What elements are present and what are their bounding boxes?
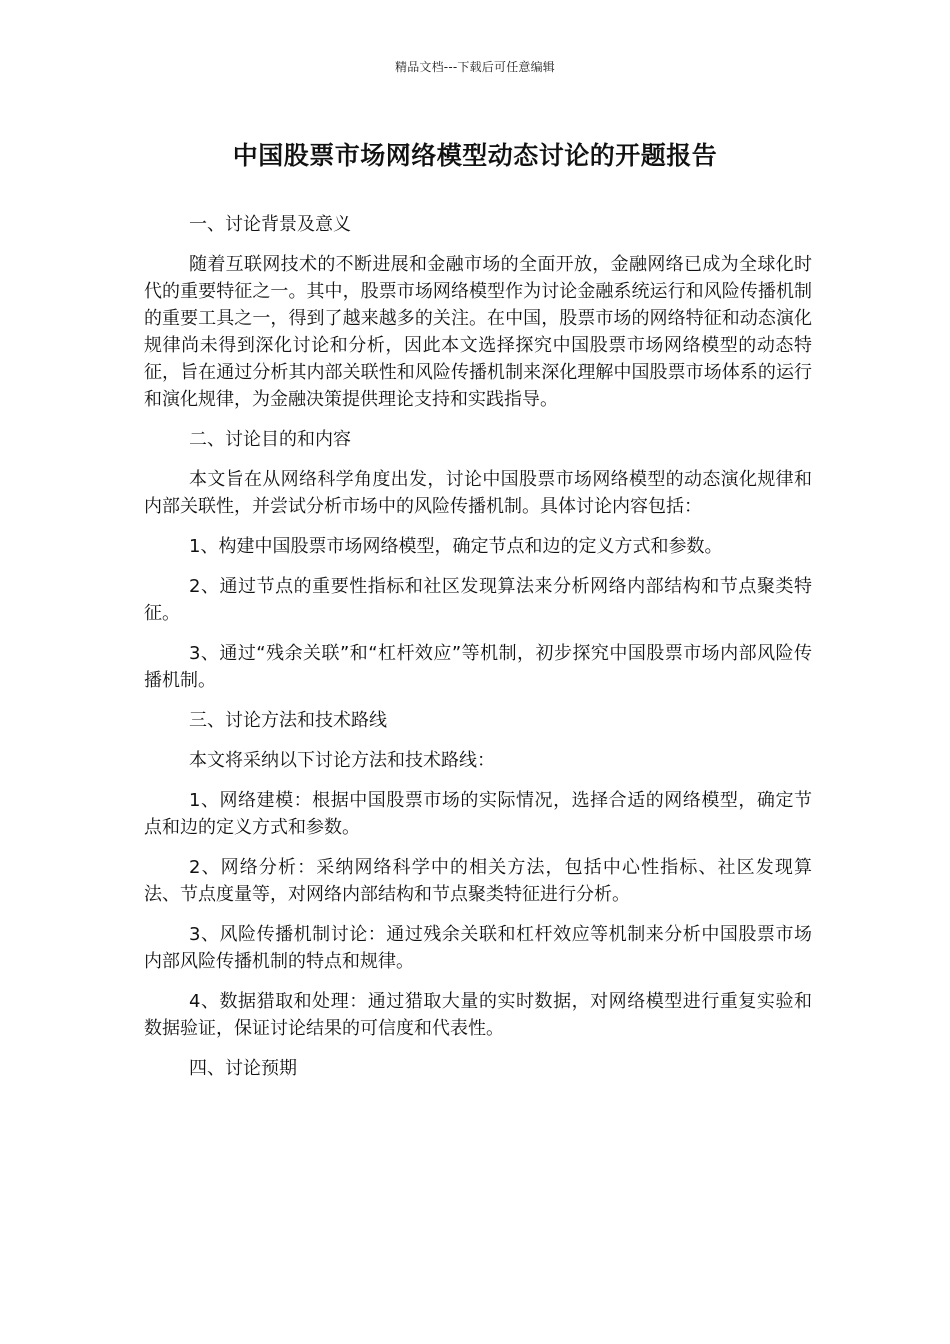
header-note: 精品文档---下载后可任意编辑 [395,60,555,74]
list-item-method-3: 3、风险传播机制讨论：通过残余关联和杠杆效应等机制来分析中国股票市场内部风险传播机制的特点和规律。 [144,924,812,972]
document-body [144,211,812,1095]
section-heading-background: 一、讨论背景及意义 [189,214,351,235]
list-item-method-4: 4、数据猎取和处理：通过猎取大量的实时数据，对网络模型进行重复实验和数据验证，保证讨论结果的可信度和代表性。 [144,991,812,1039]
paragraph-background: 随着互联网技术的不断进展和金融市场的全面开放，金融网络已成为全球化时代的重要特征之一。其中，股票市场网络模型作为讨论金融系统运行和风险传播机制的重要工具之一，得到了越来越多的关注。在中国，股票市场的网络特征和动态演化规律尚未得到深化讨论和分析，因此本文选择探究中国股票市场网络模型的动态特征，旨在通过分析其内部关联性和风险传播机制来深化理解中国股票市场体系的运行和演化规律，为金融决策提供理论支持和实践指导。 [144,254,812,410]
paragraph-purpose-intro: 本文旨在从网络科学角度出发，讨论中国股票市场网络模型的动态演化规律和内部关联性，并尝试分析市场中的风险传播机制。具体讨论内容包括： [144,469,812,517]
paragraph-methods-intro: 本文将采纳以下讨论方法和技术路线： [189,750,495,771]
list-item-purpose-1: 1、构建中国股票市场网络模型，确定节点和边的定义方式和参数。 [189,536,723,557]
section-heading-expectations: 四、讨论预期 [189,1058,297,1079]
list-item-purpose-2: 2、通过节点的重要性指标和社区发现算法来分析网络内部结构和节点聚类特征。 [144,576,812,624]
section-heading-purpose: 二、讨论目的和内容 [189,429,351,450]
list-item-method-2: 2、网络分析：采纳网络科学中的相关方法，包括中心性指标、社区发现算法、节点度量等，对网络内部结构和节点聚类特征进行分析。 [144,857,812,905]
list-item-method-1: 1、网络建模：根据中国股票市场的实际情况，选择合适的网络模型，确定节点和边的定义方式和参数。 [144,790,812,838]
section-heading-methods: 三、讨论方法和技术路线 [189,710,387,731]
document-title: 中国股票市场网络模型动态讨论的开题报告 [232,141,718,170]
list-item-purpose-3: 3、通过“残余关联”和“杠杆效应”等机制，初步探究中国股票市场内部风险传播机制。 [144,643,812,691]
